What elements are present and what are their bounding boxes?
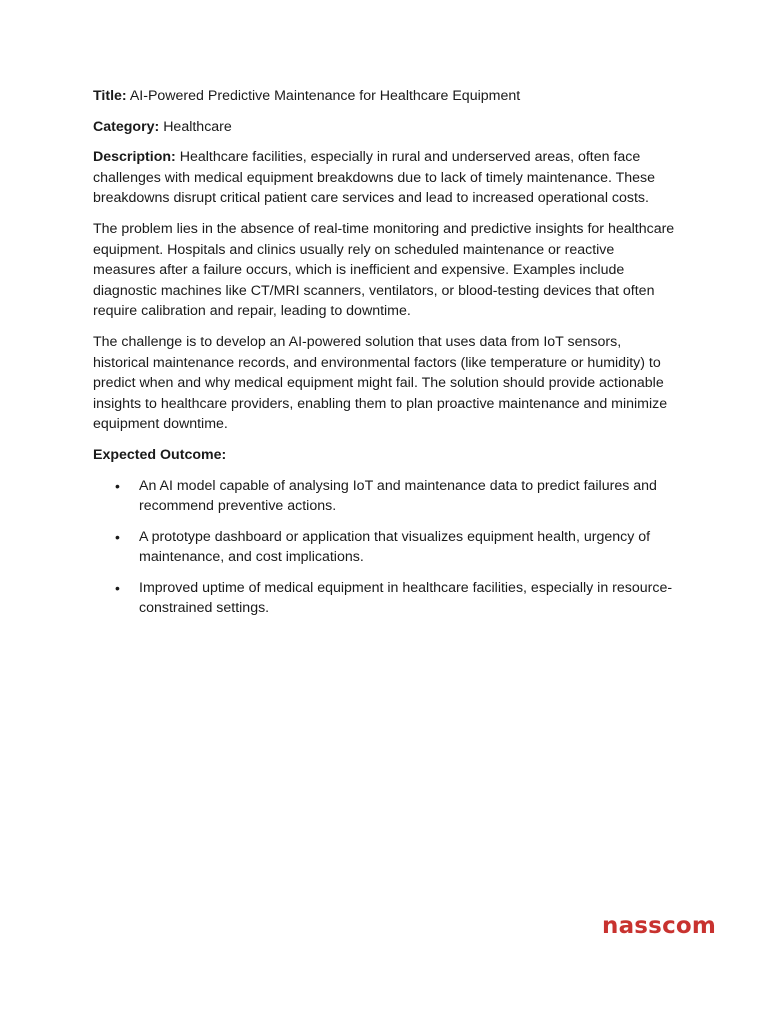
title-value: AI-Powered Predictive Maintenance for Healthcare Equipment (129, 88, 521, 104)
category-value: Healthcare (163, 118, 232, 135)
problem-paragraph: The problem lies in the absence of real-time monitoring and predictive insights for healthcare equipment. Hospitals and clinics usually rely on scheduled maintenance or reactive measures after a failure occurs, which is inefficient and expensive. Examples include diagnostic machines like CT/MRI scanners, ventilators, or blood-testing devices that often require calibration and repair, leading to downtime. (93, 220, 675, 320)
title-label: Title: (93, 88, 127, 104)
outcome-list (93, 476, 678, 620)
list-item (93, 527, 678, 568)
bullet-icon: • (115, 528, 120, 545)
bullet-icon: • (115, 579, 120, 596)
nasscom-logo: nasscom (602, 913, 717, 939)
outcome-text: An AI model capable of analysing IoT and maintenance data to predict failures and recommend preventive actions. (139, 477, 657, 515)
list-item (93, 578, 678, 619)
description-label: Description: (93, 149, 176, 166)
document-body (93, 86, 678, 629)
expected-outcome-heading: Expected Outcome: (93, 446, 227, 463)
outcome-text: Improved uptime of medical equipment in healthcare facilities, especially in resource-constrained settings. (139, 579, 673, 617)
category-label: Category: (93, 118, 160, 135)
description-paragraph (93, 147, 678, 209)
bullet-icon: • (115, 477, 120, 494)
category-line (93, 117, 678, 138)
list-item (93, 476, 678, 517)
outcome-text: A prototype dashboard or application that visualizes equipment health, urgency of maintenance, and cost implications. (139, 528, 651, 566)
description-text: Healthcare facilities, especially in rural and underserved areas, often face challenges with medical equipment breakdowns due to lack of timely maintenance. These breakdowns disrupt critical patient care services and lead to increased operational costs. (93, 149, 656, 207)
title-line (93, 86, 678, 107)
challenge-paragraph: The challenge is to develop an AI-powered solution that uses data from IoT sensors, historical maintenance records, and environmental factors (like temperature or humidity) to predict when and why medical equipment might fail. The solution should provide actionable insights to healthcare providers, enabling them to plan proactive maintenance and minimize equipment downtime. (93, 333, 668, 433)
